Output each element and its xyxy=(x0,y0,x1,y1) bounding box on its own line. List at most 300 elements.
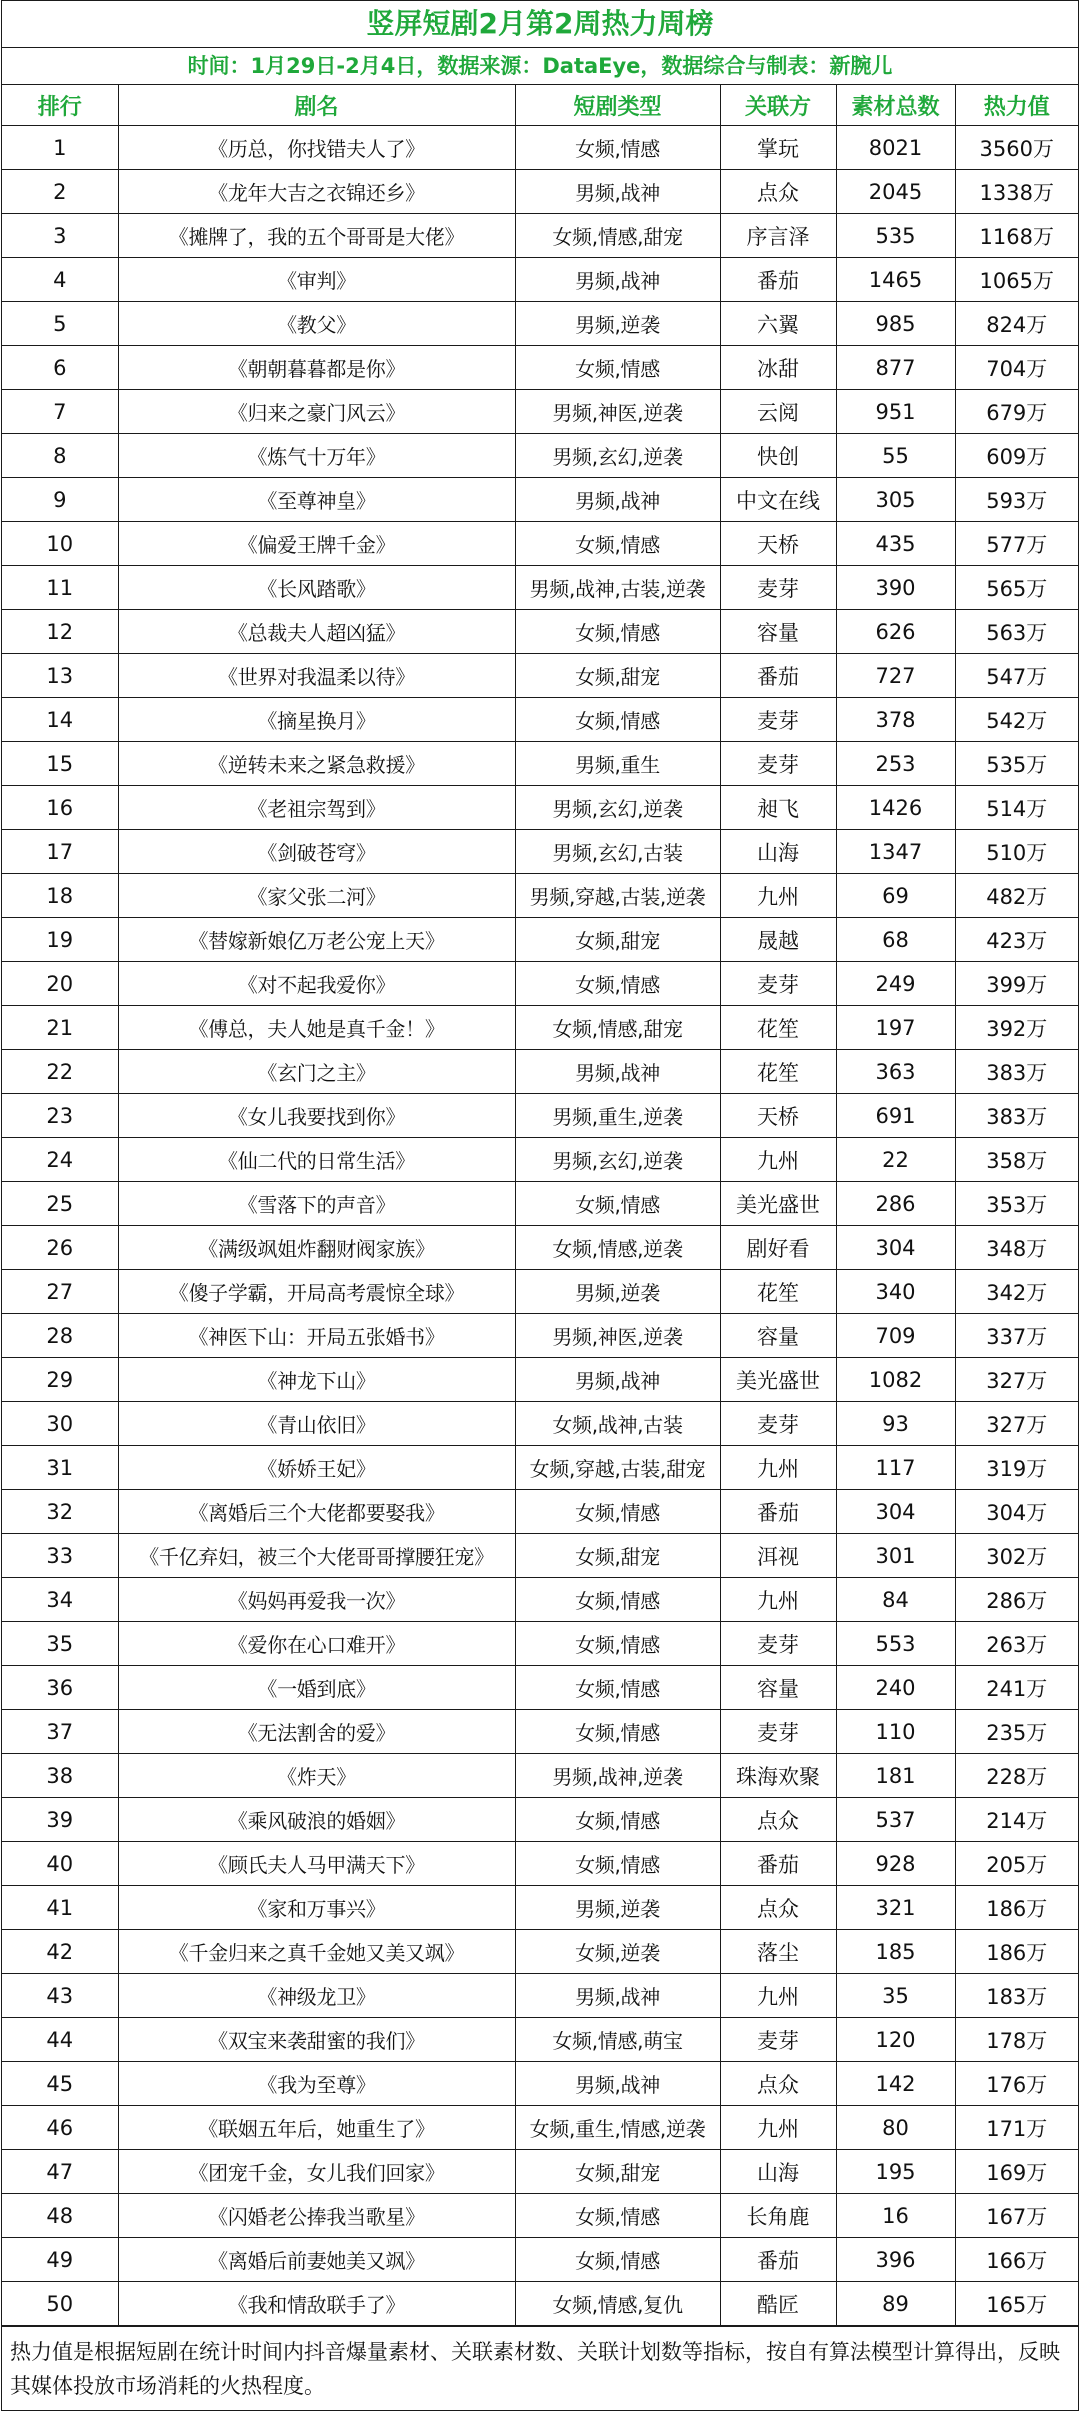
rank-cell: 22 xyxy=(2,1050,118,1094)
title-cell: 《剑破苍穹》 xyxy=(118,830,515,874)
partner-cell: 容量 xyxy=(720,610,836,654)
table-row xyxy=(2,2238,1078,2282)
type-cell: 女频,情感 xyxy=(515,962,720,1006)
rank-cell: 34 xyxy=(2,1578,118,1622)
type-cell: 男频,战神,古装,逆袭 xyxy=(515,566,720,610)
material-count-cell: 378 xyxy=(836,698,955,742)
rank-cell: 44 xyxy=(2,2018,118,2062)
type-cell: 女频,穿越,古装,甜宠 xyxy=(515,1446,720,1490)
heat-value-cell: 383万 xyxy=(955,1050,1078,1094)
table-row xyxy=(2,434,1078,478)
rank-cell: 27 xyxy=(2,1270,118,1314)
title-cell: 《家和万事兴》 xyxy=(118,1886,515,1930)
type-cell: 男频,逆袭 xyxy=(515,1270,720,1314)
heat-value-cell: 565万 xyxy=(955,566,1078,610)
heat-value-cell: 167万 xyxy=(955,2194,1078,2238)
type-cell: 女频,逆袭 xyxy=(515,1930,720,1974)
material-count-cell: 253 xyxy=(836,742,955,786)
title-cell: 《顾氏夫人马甲满天下》 xyxy=(118,1842,515,1886)
heat-value-cell: 183万 xyxy=(955,1974,1078,2018)
title-cell: 《老祖宗驾到》 xyxy=(118,786,515,830)
header-heat-value: 热力值 xyxy=(955,85,1078,126)
table-row xyxy=(2,1138,1078,1182)
title-cell: 《归来之豪门风云》 xyxy=(118,390,515,434)
type-cell: 男频,重生 xyxy=(515,742,720,786)
partner-cell: 天桥 xyxy=(720,1094,836,1138)
heat-value-cell: 824万 xyxy=(955,302,1078,346)
table-row xyxy=(2,566,1078,610)
heat-value-cell: 241万 xyxy=(955,1666,1078,1710)
heat-value-cell: 327万 xyxy=(955,1358,1078,1402)
type-cell: 女频,情感 xyxy=(515,126,720,170)
title-cell: 《千金归来之真千金她又美又飒》 xyxy=(118,1930,515,1974)
page-title: 竖屏短剧2月第2周热力周榜 xyxy=(2,1,1078,48)
title-cell: 《世界对我温柔以待》 xyxy=(118,654,515,698)
partner-cell: 麦芽 xyxy=(720,698,836,742)
rank-cell: 18 xyxy=(2,874,118,918)
rank-cell: 29 xyxy=(2,1358,118,1402)
partner-cell: 麦芽 xyxy=(720,962,836,1006)
title-cell: 《审判》 xyxy=(118,258,515,302)
table-row xyxy=(2,522,1078,566)
heat-value-cell: 542万 xyxy=(955,698,1078,742)
type-cell: 男频,玄幻,古装 xyxy=(515,830,720,874)
title-cell: 《龙年大吉之衣锦还乡》 xyxy=(118,170,515,214)
title-cell: 《联姻五年后，她重生了》 xyxy=(118,2106,515,2150)
heat-value-cell: 1168万 xyxy=(955,214,1078,258)
material-count-cell: 691 xyxy=(836,1094,955,1138)
title-cell: 《无法割舍的爱》 xyxy=(118,1710,515,1754)
partner-cell: 冰甜 xyxy=(720,346,836,390)
table-row xyxy=(2,126,1078,170)
partner-cell: 九州 xyxy=(720,1138,836,1182)
title-cell: 《仙二代的日常生活》 xyxy=(118,1138,515,1182)
partner-cell: 序言泽 xyxy=(720,214,836,258)
material-count-cell: 535 xyxy=(836,214,955,258)
heat-value-cell: 1338万 xyxy=(955,170,1078,214)
rank-cell: 20 xyxy=(2,962,118,1006)
rank-cell: 6 xyxy=(2,346,118,390)
partner-cell: 点众 xyxy=(720,1798,836,1842)
type-cell: 女频,情感 xyxy=(515,1578,720,1622)
table-row xyxy=(2,1402,1078,1446)
material-count-cell: 249 xyxy=(836,962,955,1006)
title-cell: 《我为至尊》 xyxy=(118,2062,515,2106)
partner-cell: 落尘 xyxy=(720,1930,836,1974)
rank-cell: 39 xyxy=(2,1798,118,1842)
heat-value-cell: 286万 xyxy=(955,1578,1078,1622)
table-row xyxy=(2,786,1078,830)
material-count-cell: 1347 xyxy=(836,830,955,874)
material-count-cell: 142 xyxy=(836,2062,955,2106)
type-cell: 女频,情感 xyxy=(515,1710,720,1754)
rank-cell: 4 xyxy=(2,258,118,302)
heat-value-cell: 228万 xyxy=(955,1754,1078,1798)
type-cell: 男频,玄幻,逆袭 xyxy=(515,786,720,830)
title-cell: 《乘风破浪的婚姻》 xyxy=(118,1798,515,1842)
title-cell: 《替嫁新娘亿万老公宠上天》 xyxy=(118,918,515,962)
title-cell: 《炼气十万年》 xyxy=(118,434,515,478)
title-cell: 《神级龙卫》 xyxy=(118,1974,515,2018)
table-row xyxy=(2,2194,1078,2238)
partner-cell: 番茄 xyxy=(720,2238,836,2282)
heat-value-cell: 214万 xyxy=(955,1798,1078,1842)
table-row xyxy=(2,2018,1078,2062)
material-count-cell: 951 xyxy=(836,390,955,434)
type-cell: 女频,情感 xyxy=(515,1842,720,1886)
material-count-cell: 304 xyxy=(836,1226,955,1270)
material-count-cell: 35 xyxy=(836,1974,955,2018)
heat-value-cell: 535万 xyxy=(955,742,1078,786)
partner-cell: 花笙 xyxy=(720,1050,836,1094)
title-cell: 《双宝来袭甜蜜的我们》 xyxy=(118,2018,515,2062)
rank-cell: 21 xyxy=(2,1006,118,1050)
material-count-cell: 110 xyxy=(836,1710,955,1754)
table-row xyxy=(2,742,1078,786)
type-cell: 女频,战神,古装 xyxy=(515,1402,720,1446)
table-row xyxy=(2,1798,1078,1842)
table-row xyxy=(2,1710,1078,1754)
table-row xyxy=(2,214,1078,258)
type-cell: 男频,战神 xyxy=(515,258,720,302)
title-cell: 《离婚后三个大佬都要娶我》 xyxy=(118,1490,515,1534)
material-count-cell: 709 xyxy=(836,1314,955,1358)
heat-value-cell: 263万 xyxy=(955,1622,1078,1666)
material-count-cell: 928 xyxy=(836,1842,955,1886)
type-cell: 男频,战神 xyxy=(515,1050,720,1094)
heat-value-cell: 609万 xyxy=(955,434,1078,478)
material-count-cell: 240 xyxy=(836,1666,955,1710)
heat-value-cell: 3560万 xyxy=(955,126,1078,170)
rank-cell: 31 xyxy=(2,1446,118,1490)
type-cell: 女频,情感 xyxy=(515,1798,720,1842)
type-cell: 女频,情感 xyxy=(515,1182,720,1226)
material-count-cell: 181 xyxy=(836,1754,955,1798)
partner-cell: 点众 xyxy=(720,2062,836,2106)
heat-value-cell: 510万 xyxy=(955,830,1078,874)
material-count-cell: 197 xyxy=(836,1006,955,1050)
rank-cell: 25 xyxy=(2,1182,118,1226)
title-cell: 《神龙下山》 xyxy=(118,1358,515,1402)
type-cell: 男频,战神,逆袭 xyxy=(515,1754,720,1798)
material-count-cell: 117 xyxy=(836,1446,955,1490)
material-count-cell: 195 xyxy=(836,2150,955,2194)
table-row xyxy=(2,170,1078,214)
rank-cell: 12 xyxy=(2,610,118,654)
rank-cell: 10 xyxy=(2,522,118,566)
rank-cell: 7 xyxy=(2,390,118,434)
rank-cell: 50 xyxy=(2,2282,118,2326)
partner-cell: 六翼 xyxy=(720,302,836,346)
table-row xyxy=(2,390,1078,434)
table-row xyxy=(2,2106,1078,2150)
material-count-cell: 305 xyxy=(836,478,955,522)
partner-cell: 花笙 xyxy=(720,1006,836,1050)
table-row xyxy=(2,1094,1078,1138)
rank-cell: 23 xyxy=(2,1094,118,1138)
material-count-cell: 22 xyxy=(836,1138,955,1182)
type-cell: 女频,情感 xyxy=(515,1622,720,1666)
table-row xyxy=(2,830,1078,874)
rank-cell: 13 xyxy=(2,654,118,698)
heat-value-cell: 577万 xyxy=(955,522,1078,566)
partner-cell: 麦芽 xyxy=(720,1622,836,1666)
partner-cell: 山海 xyxy=(720,830,836,874)
type-cell: 女频,情感,甜宠 xyxy=(515,214,720,258)
title-cell: 《我和情敌联手了》 xyxy=(118,2282,515,2326)
partner-cell: 九州 xyxy=(720,2106,836,2150)
heat-value-cell: 704万 xyxy=(955,346,1078,390)
partner-cell: 长角鹿 xyxy=(720,2194,836,2238)
type-cell: 男频,逆袭 xyxy=(515,302,720,346)
type-cell: 男频,玄幻,逆袭 xyxy=(515,1138,720,1182)
table-row xyxy=(2,1314,1078,1358)
partner-cell: 麦芽 xyxy=(720,742,836,786)
material-count-cell: 80 xyxy=(836,2106,955,2150)
partner-cell: 番茄 xyxy=(720,1490,836,1534)
heat-value-cell: 304万 xyxy=(955,1490,1078,1534)
material-count-cell: 16 xyxy=(836,2194,955,2238)
type-cell: 男频,战神 xyxy=(515,2062,720,2106)
type-cell: 女频,甜宠 xyxy=(515,2150,720,2194)
table-row xyxy=(2,2062,1078,2106)
rank-cell: 1 xyxy=(2,126,118,170)
heat-value-cell: 171万 xyxy=(955,2106,1078,2150)
table-row xyxy=(2,1490,1078,1534)
table-row xyxy=(2,918,1078,962)
rank-cell: 43 xyxy=(2,1974,118,2018)
material-count-cell: 89 xyxy=(836,2282,955,2326)
material-count-cell: 1426 xyxy=(836,786,955,830)
table-row xyxy=(2,1974,1078,2018)
title-cell: 《一婚到底》 xyxy=(118,1666,515,1710)
table-row xyxy=(2,1006,1078,1050)
partner-cell: 麦芽 xyxy=(720,2018,836,2062)
type-cell: 女频,情感 xyxy=(515,2194,720,2238)
table-row xyxy=(2,1050,1078,1094)
rank-cell: 42 xyxy=(2,1930,118,1974)
title-cell: 《神医下山：开局五张婚书》 xyxy=(118,1314,515,1358)
title-cell: 《妈妈再爱我一次》 xyxy=(118,1578,515,1622)
ranking-table xyxy=(2,85,1078,2326)
type-cell: 女频,情感 xyxy=(515,1666,720,1710)
type-cell: 女频,情感 xyxy=(515,346,720,390)
title-cell: 《傻子学霸，开局高考震惊全球》 xyxy=(118,1270,515,1314)
rank-cell: 37 xyxy=(2,1710,118,1754)
rank-cell: 19 xyxy=(2,918,118,962)
rank-cell: 47 xyxy=(2,2150,118,2194)
type-cell: 女频,情感 xyxy=(515,1490,720,1534)
heat-value-cell: 514万 xyxy=(955,786,1078,830)
partner-cell: 美光盛世 xyxy=(720,1182,836,1226)
heat-value-cell: 342万 xyxy=(955,1270,1078,1314)
table-row xyxy=(2,610,1078,654)
heat-value-cell: 679万 xyxy=(955,390,1078,434)
partner-cell: 九州 xyxy=(720,1974,836,2018)
material-count-cell: 877 xyxy=(836,346,955,390)
header-title: 剧名 xyxy=(118,85,515,126)
header-type: 短剧类型 xyxy=(515,85,720,126)
material-count-cell: 301 xyxy=(836,1534,955,1578)
material-count-cell: 985 xyxy=(836,302,955,346)
material-count-cell: 396 xyxy=(836,2238,955,2282)
partner-cell: 酷匠 xyxy=(720,2282,836,2326)
partner-cell: 花笙 xyxy=(720,1270,836,1314)
title-cell: 《偏爱王牌千金》 xyxy=(118,522,515,566)
rank-cell: 5 xyxy=(2,302,118,346)
type-cell: 女频,情感 xyxy=(515,2238,720,2282)
type-cell: 男频,战神 xyxy=(515,170,720,214)
header-rank: 排行 xyxy=(2,85,118,126)
heat-value-cell: 593万 xyxy=(955,478,1078,522)
partner-cell: 珠海欢聚 xyxy=(720,1754,836,1798)
heat-value-cell: 392万 xyxy=(955,1006,1078,1050)
type-cell: 女频,情感 xyxy=(515,610,720,654)
partner-cell: 麦芽 xyxy=(720,566,836,610)
material-count-cell: 84 xyxy=(836,1578,955,1622)
title-cell: 《爱你在心口难开》 xyxy=(118,1622,515,1666)
title-cell: 《满级飒姐炸翻财阀家族》 xyxy=(118,1226,515,1270)
table-row xyxy=(2,2150,1078,2194)
material-count-cell: 390 xyxy=(836,566,955,610)
rank-cell: 49 xyxy=(2,2238,118,2282)
title-cell: 《炸天》 xyxy=(118,1754,515,1798)
type-cell: 女频,情感,甜宠 xyxy=(515,1006,720,1050)
rank-cell: 26 xyxy=(2,1226,118,1270)
heat-value-cell: 319万 xyxy=(955,1446,1078,1490)
material-count-cell: 2045 xyxy=(836,170,955,214)
partner-cell: 容量 xyxy=(720,1666,836,1710)
heat-value-cell: 327万 xyxy=(955,1402,1078,1446)
partner-cell: 九州 xyxy=(720,874,836,918)
rank-cell: 38 xyxy=(2,1754,118,1798)
title-cell: 《总裁夫人超凶猛》 xyxy=(118,610,515,654)
material-count-cell: 363 xyxy=(836,1050,955,1094)
heat-value-cell: 348万 xyxy=(955,1226,1078,1270)
rank-cell: 33 xyxy=(2,1534,118,1578)
title-cell: 《傅总，夫人她是真千金！》 xyxy=(118,1006,515,1050)
title-cell: 《千亿弃妇，被三个大佬哥哥撑腰狂宠》 xyxy=(118,1534,515,1578)
table-row xyxy=(2,1182,1078,1226)
table-row xyxy=(2,1578,1078,1622)
table-row xyxy=(2,302,1078,346)
table-row xyxy=(2,1446,1078,1490)
heat-value-cell: 235万 xyxy=(955,1710,1078,1754)
title-cell: 《青山依旧》 xyxy=(118,1402,515,1446)
page-subtitle: 时间：1月29日-2月4日，数据来源：DataEye，数据综合与制表：新腕儿 xyxy=(2,48,1078,85)
heat-value-cell: 482万 xyxy=(955,874,1078,918)
rank-cell: 36 xyxy=(2,1666,118,1710)
heat-value-cell: 302万 xyxy=(955,1534,1078,1578)
partner-cell: 容量 xyxy=(720,1314,836,1358)
table-row xyxy=(2,1226,1078,1270)
table-row xyxy=(2,258,1078,302)
material-count-cell: 626 xyxy=(836,610,955,654)
type-cell: 男频,神医,逆袭 xyxy=(515,390,720,434)
partner-cell: 点众 xyxy=(720,1886,836,1930)
partner-cell: 番茄 xyxy=(720,654,836,698)
type-cell: 女频,甜宠 xyxy=(515,654,720,698)
rank-cell: 24 xyxy=(2,1138,118,1182)
partner-cell: 麦芽 xyxy=(720,1710,836,1754)
material-count-cell: 1082 xyxy=(836,1358,955,1402)
partner-cell: 番茄 xyxy=(720,1842,836,1886)
type-cell: 女频,情感,萌宝 xyxy=(515,2018,720,2062)
material-count-cell: 304 xyxy=(836,1490,955,1534)
rank-cell: 8 xyxy=(2,434,118,478)
heat-value-cell: 563万 xyxy=(955,610,1078,654)
type-cell: 女频,情感,复仇 xyxy=(515,2282,720,2326)
material-count-cell: 120 xyxy=(836,2018,955,2062)
rank-cell: 16 xyxy=(2,786,118,830)
heat-value-cell: 205万 xyxy=(955,1842,1078,1886)
heat-value-cell: 186万 xyxy=(955,1886,1078,1930)
heat-value-cell: 399万 xyxy=(955,962,1078,1006)
type-cell: 男频,玄幻,逆袭 xyxy=(515,434,720,478)
partner-cell: 美光盛世 xyxy=(720,1358,836,1402)
heat-value-cell: 186万 xyxy=(955,1930,1078,1974)
title-cell: 《对不起我爱你》 xyxy=(118,962,515,1006)
material-count-cell: 553 xyxy=(836,1622,955,1666)
material-count-cell: 727 xyxy=(836,654,955,698)
title-cell: 《长风踏歌》 xyxy=(118,566,515,610)
heat-value-cell: 169万 xyxy=(955,2150,1078,2194)
rank-cell: 41 xyxy=(2,1886,118,1930)
title-cell: 《家父张二河》 xyxy=(118,874,515,918)
partner-cell: 洱视 xyxy=(720,1534,836,1578)
table-body xyxy=(2,126,1078,2326)
table-row xyxy=(2,1666,1078,1710)
table-header-row xyxy=(2,85,1078,126)
type-cell: 女频,重生,情感,逆袭 xyxy=(515,2106,720,2150)
heat-value-cell: 165万 xyxy=(955,2282,1078,2326)
rank-cell: 35 xyxy=(2,1622,118,1666)
heat-value-cell: 178万 xyxy=(955,2018,1078,2062)
partner-cell: 九州 xyxy=(720,1446,836,1490)
type-cell: 男频,逆袭 xyxy=(515,1886,720,1930)
rank-cell: 40 xyxy=(2,1842,118,1886)
heat-value-cell: 176万 xyxy=(955,2062,1078,2106)
rank-cell: 17 xyxy=(2,830,118,874)
partner-cell: 剧好看 xyxy=(720,1226,836,1270)
partner-cell: 掌玩 xyxy=(720,126,836,170)
heat-value-cell: 547万 xyxy=(955,654,1078,698)
rank-cell: 15 xyxy=(2,742,118,786)
type-cell: 女频,情感 xyxy=(515,522,720,566)
table-row xyxy=(2,874,1078,918)
rank-cell: 46 xyxy=(2,2106,118,2150)
table-row xyxy=(2,1622,1078,1666)
footnote: 热力值是根据短剧在统计时间内抖音爆量素材、关联素材数、关联计划数等指标，按自有算法模型计算得出，反映其媒体投放市场消耗的火热程度。 xyxy=(2,2326,1078,2410)
material-count-cell: 340 xyxy=(836,1270,955,1314)
heat-value-cell: 166万 xyxy=(955,2238,1078,2282)
material-count-cell: 69 xyxy=(836,874,955,918)
material-count-cell: 537 xyxy=(836,1798,955,1842)
table-row xyxy=(2,1842,1078,1886)
type-cell: 男频,神医,逆袭 xyxy=(515,1314,720,1358)
table-row xyxy=(2,698,1078,742)
table-row xyxy=(2,1886,1078,1930)
partner-cell: 点众 xyxy=(720,170,836,214)
title-cell: 《团宠千金，女儿我们回家》 xyxy=(118,2150,515,2194)
partner-cell: 云阅 xyxy=(720,390,836,434)
type-cell: 女频,甜宠 xyxy=(515,918,720,962)
material-count-cell: 68 xyxy=(836,918,955,962)
type-cell: 女频,情感,逆袭 xyxy=(515,1226,720,1270)
rank-cell: 11 xyxy=(2,566,118,610)
type-cell: 男频,穿越,古装,逆袭 xyxy=(515,874,720,918)
rank-cell: 2 xyxy=(2,170,118,214)
